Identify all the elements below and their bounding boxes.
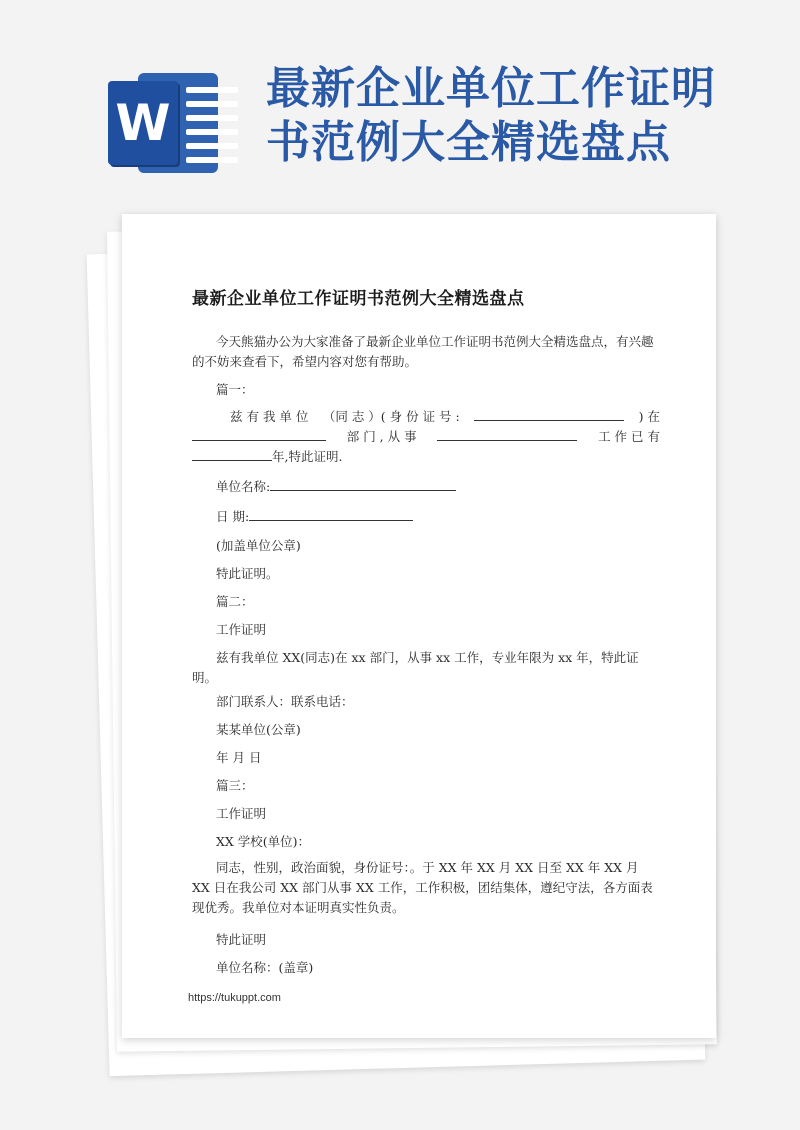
word-icon-line — [186, 157, 238, 163]
word-icon-line — [186, 101, 238, 107]
part1-line3 — [192, 446, 660, 467]
part1-line2-b: 工 作 已 有 — [598, 429, 660, 444]
part1-date — [216, 506, 660, 527]
part2-contact: 部门联系人：联系电话： — [216, 694, 354, 709]
document-title: 最新企业单位工作证明书范例大全精选盘点 — [192, 289, 525, 309]
word-icon-line — [186, 115, 238, 121]
part3-addressee: XX 学校(单位)： — [216, 834, 311, 849]
word-icon-line — [186, 143, 238, 149]
header-title-line1: 最新企业单位工作证明 — [266, 63, 716, 114]
part2-date: 年 月 日 — [216, 750, 262, 765]
part1-heading: 篇一： — [216, 382, 254, 397]
part1-line2-a: 部 门 , 从 事 — [346, 429, 417, 444]
department-blank — [192, 426, 326, 441]
part3-title: 工作证明 — [216, 806, 267, 821]
part2-body: 兹有我单位 XX(同志)在 xx 部门，从事 xx 工作，专业年限为 xx 年，特此证明。 — [192, 650, 639, 685]
part3-unit-name: 单位名称：(盖章) — [216, 960, 314, 975]
part1-line2 — [192, 426, 660, 447]
part1-line1-a: 兹 有 我 单 位 — [230, 409, 309, 424]
document-content — [122, 214, 716, 1038]
part3-heading: 篇三： — [216, 778, 254, 793]
part3-end: 特此证明 — [216, 932, 267, 947]
part2-seal: 某某单位(公章) — [216, 722, 301, 737]
word-icon-line — [186, 129, 238, 135]
part1-line1-b: （同 志 ）( 身 份 证 号 : — [322, 409, 460, 424]
part1-line1 — [230, 406, 660, 427]
job-blank — [437, 426, 577, 441]
part1-line3-text: 年,特此证明. — [272, 449, 343, 464]
part2-title: 工作证明 — [216, 622, 267, 637]
intro-paragraph: 今天熊猫办公为大家准备了最新企业单位工作证明书范例大全精选盘点，有兴趣的不妨来查看下，希望内容对您有帮助。 — [192, 334, 654, 369]
unit-name-label: 单位名称: — [216, 479, 271, 494]
part1-seal: (加盖单位公章) — [216, 538, 301, 553]
page-header — [0, 0, 800, 210]
unit-name-blank — [270, 476, 456, 491]
document-page — [122, 214, 716, 1038]
part1-end: 特此证明。 — [216, 566, 279, 581]
part3-body: 同志，性别，政治面貌，身份证号：。于 XX 年 XX 月 XX 日至 XX 年 XX 月 XX 日在我公司 XX 部门从事 XX 工作，工作积极，团结集体，遵纪守法，各方面表现优秀。我单位对本证明真实性负责。 — [192, 860, 653, 915]
word-document-icon — [108, 73, 218, 173]
word-icon-line — [186, 87, 238, 93]
date-label: 日 期: — [216, 509, 250, 524]
years-blank — [192, 446, 272, 461]
header-title — [266, 62, 786, 170]
id-number-blank — [474, 406, 624, 421]
word-icon-letter: W — [108, 81, 178, 165]
part1-unit-name — [216, 476, 660, 497]
date-blank — [249, 506, 413, 521]
part2-heading: 篇二： — [216, 594, 254, 609]
part1-line1-c: ) 在 — [638, 409, 660, 424]
source-url: https://tukuppt.com — [188, 992, 281, 1004]
header-title-line2: 书范例大全精选盘点 — [266, 117, 671, 168]
